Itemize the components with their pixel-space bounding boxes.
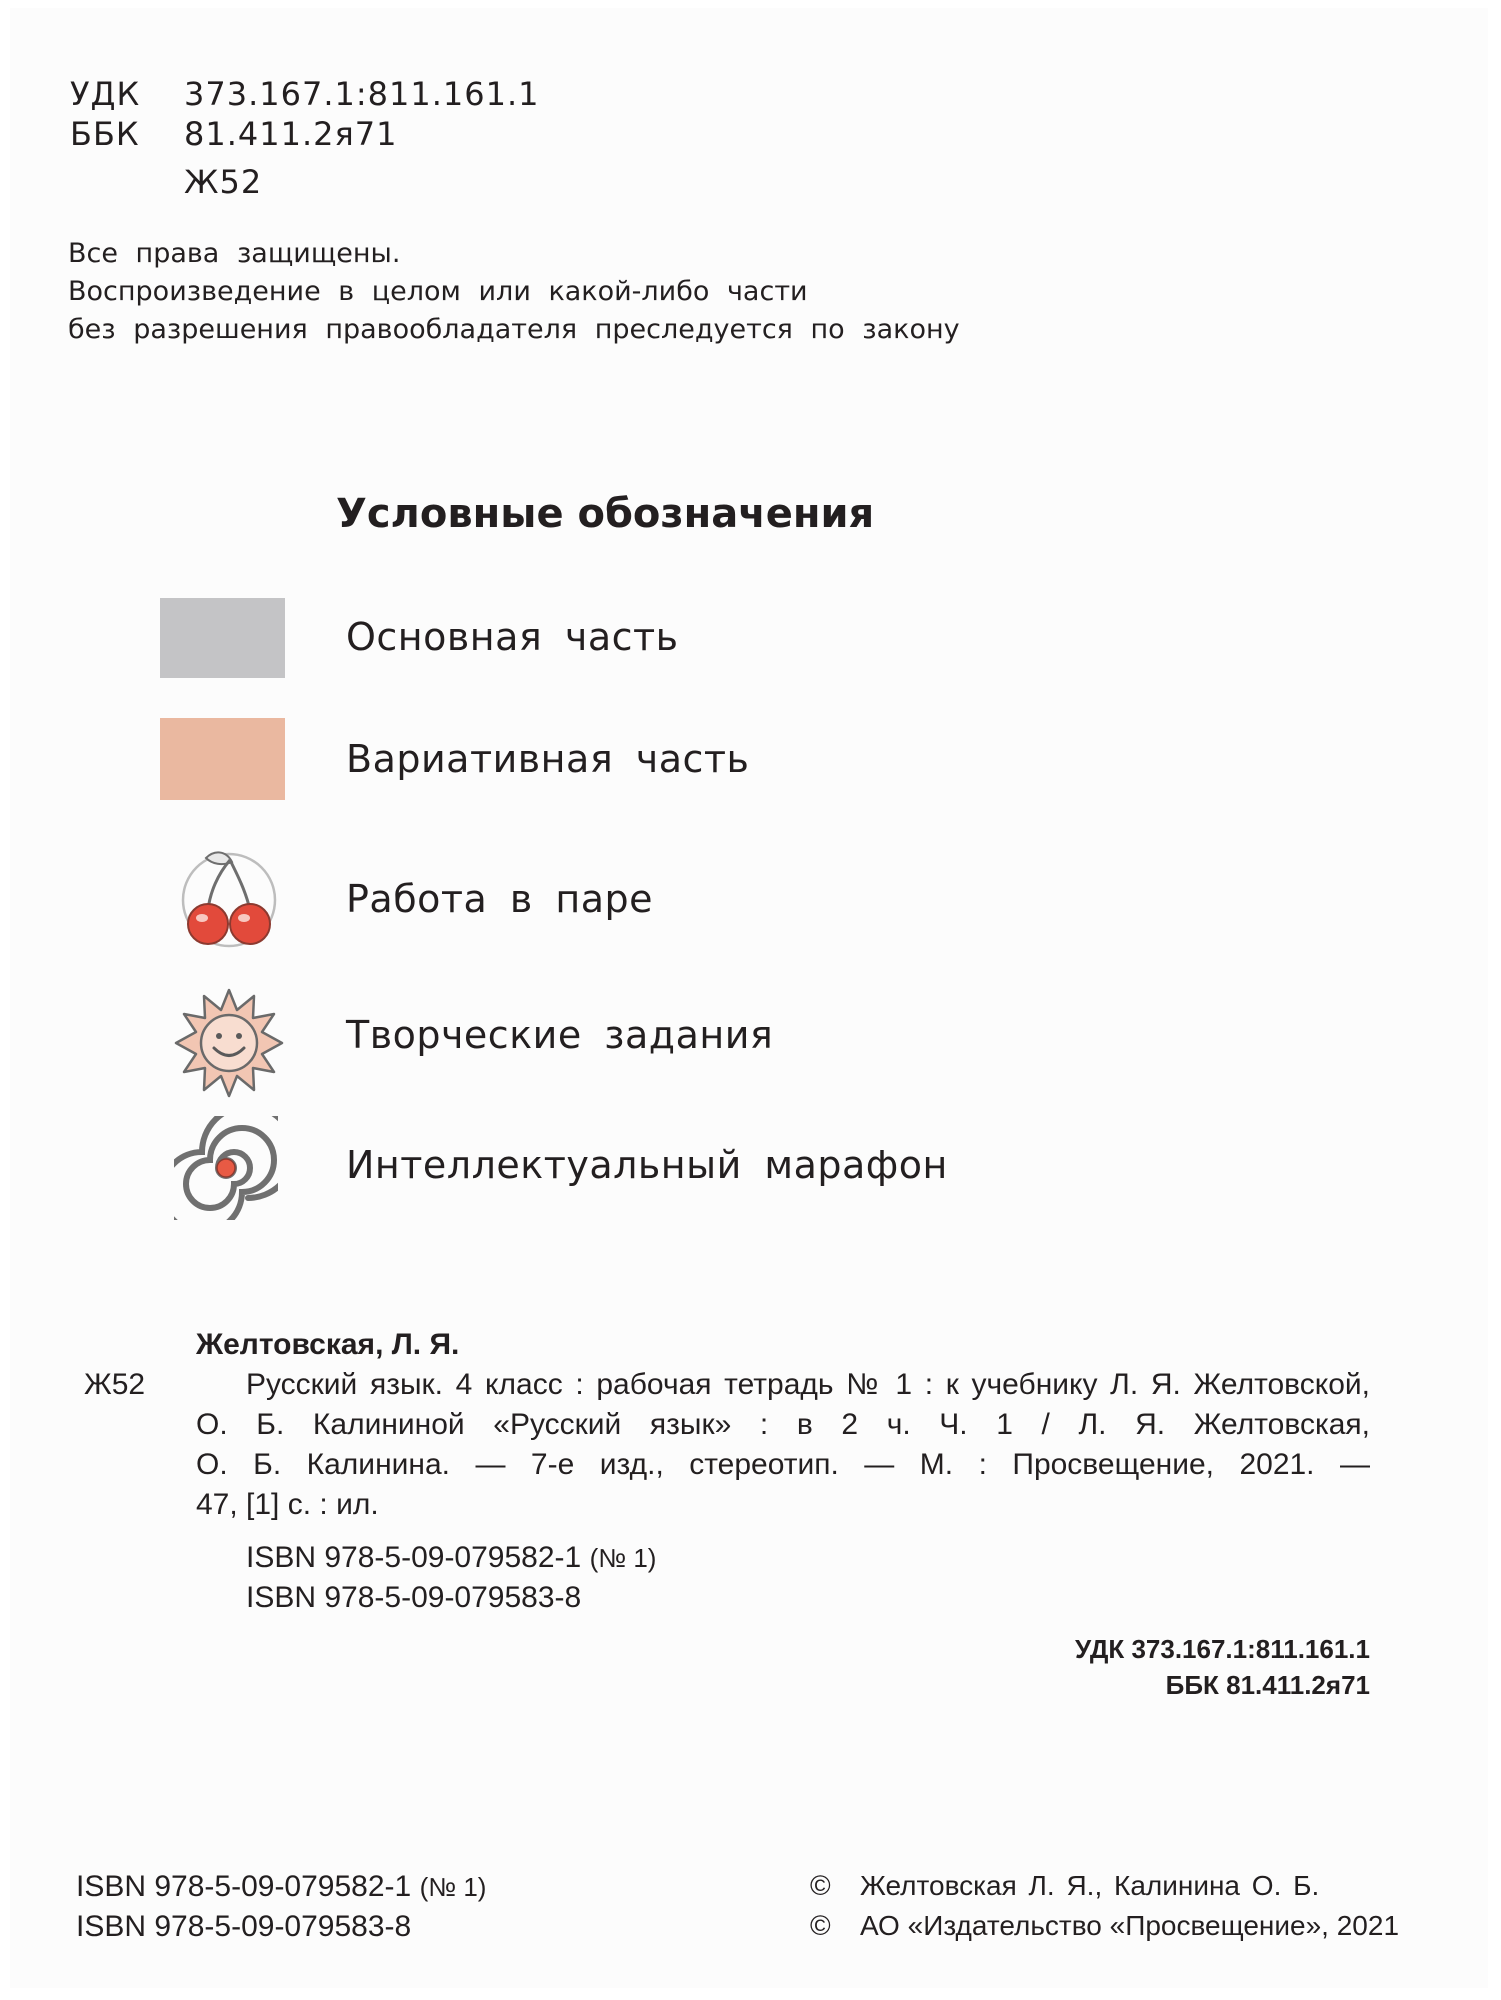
gray-square-icon	[160, 598, 285, 678]
legend-label-main: Основная часть	[346, 615, 679, 659]
bib-isbn-1	[246, 1543, 656, 1573]
cherries-icon	[174, 844, 284, 952]
bib-bbk: ББК 81.411.2я71	[1165, 1670, 1370, 1700]
copyright-symbol-2: ©	[810, 1910, 831, 1941]
copyright-publisher: АО «Издательство «Просвещение», 2021	[860, 1910, 1400, 1941]
bib-author: Желтовская, Л. Я.	[196, 1328, 460, 1361]
bib-line-2: О. Б. Калининой «Русский язык» : в 2 ч. Ч. 1 / Л. Я. Желтовская,	[196, 1408, 1370, 1441]
bbk-value: 81.411.2я71	[184, 115, 398, 153]
bib-isbn-1-number: ISBN 978-5-09-079582-1	[246, 1541, 582, 1574]
bib-line-3: О. Б. Калинина. — 7-е изд., стереотип. — М. : Просвещение, 2021. —	[196, 1448, 1370, 1481]
bib-isbn-1-note: (№ 1)	[589, 1543, 657, 1573]
spiral-icon	[174, 1116, 278, 1220]
footer-isbn-1-note: (№ 1)	[419, 1872, 487, 1902]
author-mark: Ж52	[184, 163, 263, 201]
salmon-square-icon	[160, 718, 285, 800]
imprint-page	[10, 8, 1488, 1988]
legend-label-marathon: Интеллектуальный марафон	[346, 1143, 948, 1187]
smiling-sun-icon	[174, 988, 284, 1098]
bbk-label: ББК	[70, 115, 140, 153]
rights-line-3: без разрешения правообладателя преследуется по закону	[68, 314, 960, 345]
bib-isbn-2: ISBN 978-5-09-079583-8	[246, 1581, 582, 1614]
copyright-authors: Желтовская Л. Я., Калинина О. Б.	[860, 1870, 1320, 1901]
legend-label-variative: Вариативная часть	[346, 737, 750, 781]
bib-line-1: Русский язык. 4 класс : рабочая тетрадь № 1 : к учебнику Л. Я. Желтовской,	[246, 1368, 1370, 1401]
footer-isbn-1	[76, 1872, 486, 1902]
rights-line-2: Воспроизведение в целом или какой-либо части	[68, 276, 808, 307]
bib-udk: УДК 373.167.1:811.161.1	[1074, 1634, 1370, 1664]
bib-line-4: 47, [1] с. : ил.	[196, 1488, 379, 1521]
udk-label: УДК	[70, 75, 141, 113]
footer-isbn-1-number: ISBN 978-5-09-079582-1	[76, 1870, 412, 1903]
footer-isbn-2: ISBN 978-5-09-079583-8	[76, 1910, 412, 1943]
bib-mark: Ж52	[84, 1368, 146, 1401]
rights-line-1: Все права защищены.	[68, 238, 401, 269]
udk-value: 373.167.1:811.161.1	[184, 75, 540, 113]
copyright-symbol-1: ©	[810, 1870, 831, 1901]
legend-label-pair-work: Работа в паре	[346, 877, 653, 921]
legend-title: Условные обозначения	[336, 491, 875, 537]
legend-label-creative: Творческие задания	[346, 1013, 774, 1057]
